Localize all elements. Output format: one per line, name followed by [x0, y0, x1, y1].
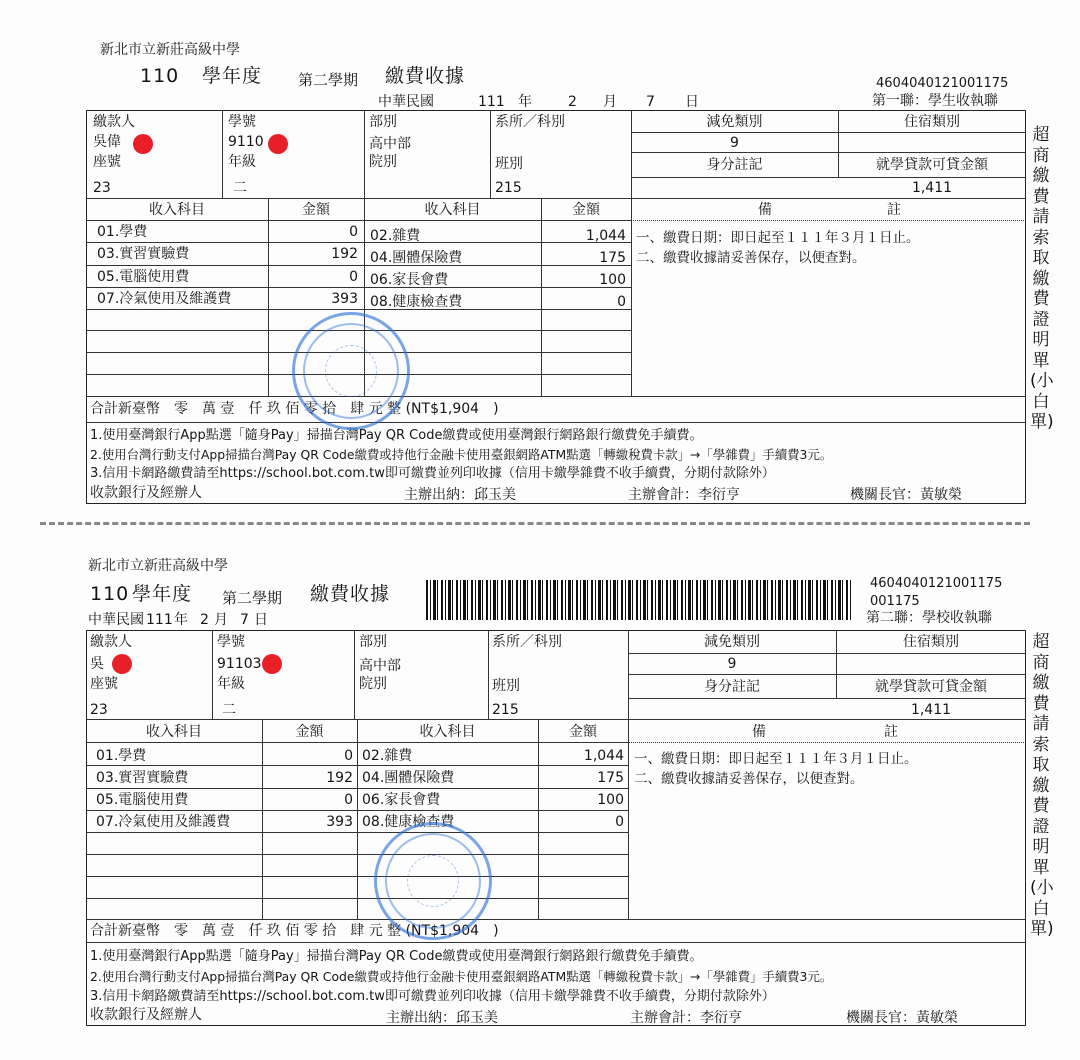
fee-item-amount: 175 [597, 770, 624, 786]
date-prefix: 中華民國 [378, 94, 434, 110]
redaction-dot [133, 134, 153, 154]
fee-item-name: 04.團體保險費 [370, 250, 463, 266]
payment-note: 3.信用卡網路繳費請至https://school.bot.com.tw即可繳費並列印收據（信用卡繳學雜費不收手續費，分期付款除外） [90, 466, 775, 481]
item-col-label: 收入科目 [419, 724, 476, 740]
payment-note: 2.使用台灣行動支付App掃描台灣Pay QR Code繳費或持他行金融卡使用臺銀網路ATM點選「轉繳稅費卡款」→「學雜費」手續費3元。 [90, 447, 833, 462]
fee-item-amount: 0 [349, 224, 358, 240]
fee-item-amount: 0 [344, 748, 353, 764]
fee-item-name: 07.冷氣使用及維護費 [96, 814, 231, 830]
school-name: 新北市立新莊高級中學 [100, 42, 240, 58]
fee-item-amount: 192 [326, 770, 353, 786]
fee-item-name: 05.電腦使用費 [96, 792, 189, 808]
date-day: 7 [646, 94, 655, 110]
fee-item-name: 07.冷氣使用及維護費 [97, 291, 232, 307]
college-label: 院別 [369, 154, 397, 170]
side-note: 超商繳費請索取繳費證明單(小白單) [1030, 125, 1054, 432]
payment-note: 1.使用臺灣銀行App點選「隨身Pay」掃描台灣Pay QR Code繳費或使用臺灣銀行網路銀行繳費免手續費。 [90, 949, 703, 964]
fee-item-amount: 0 [615, 814, 624, 830]
payment-note: 3.信用卡網路繳費請至https://school.bot.com.tw即可繳費並列印收據（信用卡繳學雜費不收手續費，分期付款除外） [90, 989, 775, 1004]
amount-col-label: 金額 [302, 202, 330, 218]
remark-line: 一、繳費日期：即日起至１１１年３月１日止。 [636, 230, 920, 246]
seat-label: 座號 [90, 676, 118, 692]
date-month-unit: 月 [214, 612, 228, 628]
academic-year-label: 學年度 [202, 65, 263, 87]
class-label: 班別 [492, 678, 520, 694]
fee-item-amount: 0 [344, 792, 353, 808]
fee-item-name: 03.實習實驗費 [96, 770, 189, 786]
director-signature: 機關長官：黃敏榮 [846, 1010, 958, 1026]
waiver-label: 減免類別 [704, 634, 760, 650]
seat-label: 座號 [93, 154, 121, 170]
class-value: 215 [495, 180, 522, 196]
waiver-value: 9 [730, 135, 739, 151]
class-label: 班別 [495, 156, 523, 172]
copy-label: 第一聯：學生收執聯 [872, 93, 998, 109]
item-col-label: 收入科目 [149, 202, 205, 218]
amount-col-label: 金額 [295, 724, 324, 740]
cashier-signature: 主辦出納：邱玉美 [404, 487, 516, 503]
date-year-unit: 年 [518, 94, 532, 110]
division-value: 高中部 [369, 136, 411, 152]
fee-item-name: 06.家長會費 [370, 272, 449, 288]
loan-value: 1,411 [910, 702, 952, 718]
fee-item-amount: 0 [349, 269, 358, 285]
loan-value: 1,411 [911, 180, 953, 196]
grade-label: 年級 [228, 154, 256, 170]
student-id: 9110 [228, 134, 264, 150]
school-name: 新北市立新莊高級中學 [88, 558, 228, 574]
total-amount: 合計新臺幣 零 萬 壹 仟 玖 佰 零 拾 肆 元 整 (NT$1,904 ) [90, 923, 499, 939]
fee-item-name: 08.健康檢查費 [370, 294, 463, 310]
loan-label: 就學貸款可貸金額 [876, 157, 988, 173]
copy-label: 第二聯：學校收執聯 [866, 610, 992, 626]
fee-item-name: 05.電腦使用費 [97, 269, 190, 285]
semester: 第二學期 [298, 71, 359, 89]
grade-label: 年級 [217, 676, 245, 692]
grade-value: 二 [233, 180, 247, 196]
doc-title: 繳費收據 [385, 65, 466, 87]
doc-title: 繳費收據 [310, 583, 391, 605]
remark-line: 二、繳費收據請妥善保存，以便查對。 [636, 250, 866, 266]
redaction-dot [112, 654, 132, 674]
fee-item-name: 01.學費 [96, 748, 147, 764]
fee-item-amount: 393 [326, 814, 353, 830]
payment-note: 1.使用臺灣銀行App點選「隨身Pay」掃描台灣Pay QR Code繳費或使用臺灣銀行網路銀行繳費免手續費。 [90, 428, 703, 443]
date-year: 111 [478, 94, 505, 110]
payer-name: 吳偉 [93, 134, 121, 150]
fee-item-amount: 0 [617, 294, 626, 310]
perforation-line [40, 522, 1030, 525]
seat-value: 23 [93, 180, 111, 196]
barcode [426, 580, 851, 620]
loan-label: 就學貸款可貸金額 [875, 679, 987, 695]
remarks-label: 備 [752, 724, 766, 740]
fee-item-amount: 393 [331, 291, 358, 307]
amount-col-label: 金額 [569, 724, 597, 740]
side-note: 超商繳費請索取繳費證明單(小白單) [1030, 632, 1054, 939]
fee-item-name: 01.學費 [97, 224, 148, 240]
bank-label: 收款銀行及經辦人 [90, 1007, 202, 1023]
item-col-label: 收入科目 [424, 202, 481, 218]
division-value: 高中部 [359, 658, 401, 674]
identity-label: 身分註記 [706, 157, 763, 173]
redaction-dot [268, 134, 288, 154]
amount-col-label: 金額 [572, 202, 600, 218]
identity-label: 身分註記 [704, 679, 760, 695]
student-id: 91103 [217, 656, 262, 672]
class-value: 215 [492, 702, 519, 718]
fee-item-name: 08.健康檢查費 [362, 814, 455, 830]
fee-item-amount: 175 [599, 250, 626, 266]
remark-line: 一、繳費日期：即日起至１１１年３月１日止。 [634, 751, 918, 767]
remarks-label: 註 [884, 724, 898, 740]
remarks-label: 註 [887, 202, 901, 218]
total-amount: 合計新臺幣 零 萬 壹 仟 玖 佰 零 拾 肆 元 整 (NT$1,904 ) [90, 401, 499, 417]
fee-item-amount: 100 [599, 272, 626, 288]
college-label: 院別 [359, 676, 387, 692]
director-signature: 機關長官：黃敏榮 [850, 487, 962, 503]
serial-number: 4604040121001175 [876, 76, 1009, 91]
serial-number-extra: 001175 [870, 594, 920, 609]
date-day-unit: 日 [254, 612, 268, 628]
date-month: 2 [568, 94, 577, 110]
redaction-dot [262, 654, 282, 674]
division-label: 部別 [359, 634, 387, 650]
grade-value: 二 [222, 702, 236, 718]
fee-item-name: 02.雜費 [370, 228, 421, 244]
academic-year: 110 [90, 583, 130, 605]
waiver-value: 9 [727, 656, 737, 672]
dept-label: 系所／科別 [492, 634, 562, 650]
serial-number: 4604040121001175 [870, 576, 1003, 591]
cashier-signature: 主辦出納：邱玉美 [386, 1010, 498, 1026]
fee-item-name: 02.雜費 [362, 748, 413, 764]
fee-item-name: 04.團體保險費 [362, 770, 455, 786]
date-month-unit: 月 [603, 94, 617, 110]
bank-label: 收款銀行及經辦人 [90, 485, 202, 501]
fee-item-amount: 1,044 [585, 228, 626, 244]
semester: 第二學期 [222, 589, 283, 607]
student-id-label: 學號 [228, 114, 256, 130]
payer-label: 繳款人 [90, 634, 132, 650]
payer-label: 繳款人 [93, 114, 135, 130]
date-year: 111 [146, 612, 173, 628]
remark-line: 二、繳費收據請妥善保存，以便查對。 [634, 771, 864, 787]
payer-name: 吳 [90, 656, 104, 672]
academic-year: 110 [140, 65, 180, 87]
lodging-label: 住宿類別 [903, 634, 959, 650]
accountant-signature: 主辦會計：李衍亨 [628, 487, 740, 503]
fee-item-amount: 100 [597, 792, 624, 808]
lodging-label: 住宿類別 [904, 114, 960, 130]
division-label: 部別 [369, 114, 397, 130]
date-year-unit: 年 [174, 612, 188, 628]
payment-stamp [374, 822, 492, 940]
fee-item-name: 06.家長會費 [362, 792, 441, 808]
fee-item-amount: 1,044 [583, 748, 624, 764]
date-day-unit: 日 [685, 94, 699, 110]
remarks-label: 備 [758, 202, 772, 218]
academic-year-label: 學年度 [132, 583, 193, 605]
payment-stamp [292, 312, 410, 430]
seat-value: 23 [90, 702, 108, 718]
dept-label: 系所／科別 [495, 114, 565, 130]
student-id-label: 學號 [217, 634, 245, 650]
fee-item-amount: 192 [331, 246, 358, 262]
fee-item-name: 03.實習實驗費 [97, 246, 190, 262]
item-col-label: 收入科目 [146, 724, 202, 740]
waiver-label: 減免類別 [706, 114, 763, 130]
payment-note: 2.使用台灣行動支付App掃描台灣Pay QR Code繳費或持他行金融卡使用臺銀網路ATM點選「轉繳稅費卡款」→「學雜費」手續費3元。 [90, 969, 833, 984]
accountant-signature: 主辦會計：李衍亨 [630, 1010, 742, 1026]
date-month: 2 [200, 612, 209, 628]
date-day: 7 [240, 612, 249, 628]
date-prefix: 中華民國 [88, 612, 144, 628]
